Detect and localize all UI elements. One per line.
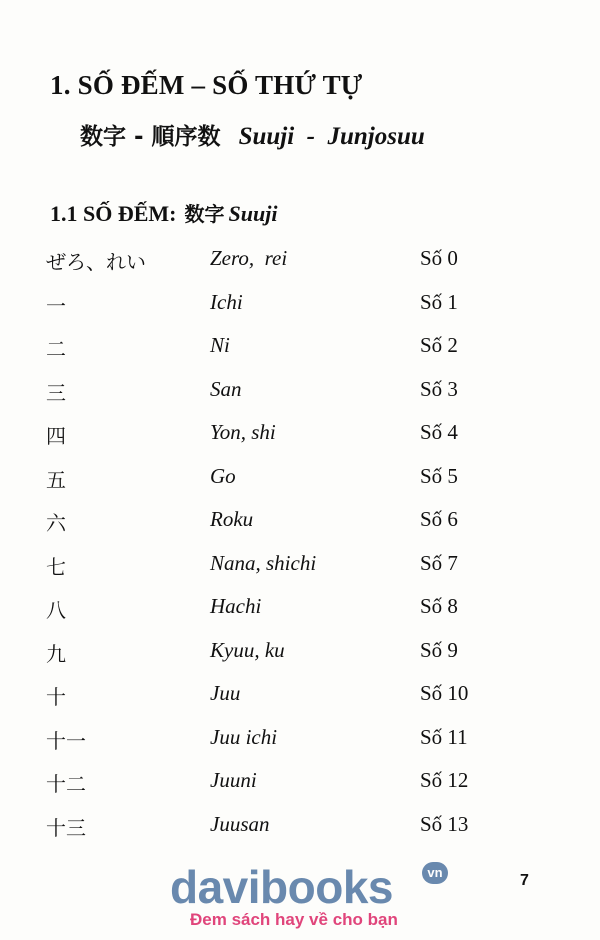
row-japanese: 二 bbox=[46, 337, 66, 361]
row-romaji: Zero, rei bbox=[210, 246, 288, 270]
row-japanese: ぜろ、れい bbox=[46, 250, 146, 274]
row-japanese: 十二 bbox=[46, 772, 86, 796]
row-romaji: Hachi bbox=[210, 594, 262, 618]
row-japanese: 十 bbox=[46, 685, 66, 709]
row-vietnamese: Số 9 bbox=[420, 637, 458, 662]
row-vietnamese: Số 3 bbox=[420, 376, 458, 401]
chapter-subtitle-japanese: 数字 - 順序数 bbox=[80, 124, 221, 150]
row-vietnamese: Số 5 bbox=[420, 463, 458, 488]
row-japanese: 七 bbox=[46, 554, 66, 579]
row-japanese: 一 bbox=[46, 293, 66, 318]
row-japanese: 八 bbox=[46, 598, 66, 622]
number-list bbox=[0, 240, 600, 849]
row-vietnamese: Số 13 bbox=[420, 811, 469, 836]
section-title bbox=[50, 198, 277, 227]
list-row bbox=[0, 632, 600, 676]
list-row bbox=[0, 719, 600, 763]
list-row bbox=[0, 762, 600, 806]
row-romaji: Juu ichi bbox=[210, 724, 278, 749]
page-number: 7 bbox=[520, 872, 529, 889]
row-romaji: Juu bbox=[210, 681, 241, 705]
row-vietnamese: Số 0 bbox=[420, 246, 458, 270]
row-romaji: Roku bbox=[210, 507, 254, 531]
list-row bbox=[0, 675, 600, 719]
section-title-japanese: 数字 bbox=[184, 202, 225, 226]
row-romaji: Ni bbox=[210, 333, 230, 357]
list-row bbox=[0, 545, 600, 589]
row-vietnamese: Số 1 bbox=[420, 289, 458, 314]
row-romaji: Go bbox=[210, 463, 236, 488]
row-japanese: 十一 bbox=[46, 728, 86, 753]
row-romaji: Juuni bbox=[210, 768, 257, 792]
list-row bbox=[0, 806, 600, 850]
row-vietnamese: Số 10 bbox=[420, 681, 469, 705]
list-row bbox=[0, 371, 600, 415]
row-romaji: Nana, shichi bbox=[210, 550, 317, 575]
row-romaji: Juusan bbox=[210, 811, 270, 836]
list-row bbox=[0, 327, 600, 371]
row-vietnamese: Số 12 bbox=[420, 768, 469, 792]
list-row bbox=[0, 414, 600, 458]
row-vietnamese: Số 8 bbox=[420, 594, 458, 618]
section-title-text: 1.1 SỐ ĐẾM: bbox=[50, 201, 177, 226]
row-japanese: 九 bbox=[46, 641, 66, 666]
row-vietnamese: Số 7 bbox=[420, 550, 458, 575]
row-romaji: Ichi bbox=[210, 289, 243, 314]
row-japanese: 四 bbox=[46, 424, 66, 448]
chapter-subtitle-romaji: Suuji - Junjosuu bbox=[238, 123, 425, 150]
row-romaji: Kyuu, ku bbox=[210, 637, 285, 662]
row-romaji: Yon, shi bbox=[210, 420, 276, 444]
row-vietnamese: Số 11 bbox=[420, 724, 468, 749]
row-japanese: 十三 bbox=[46, 815, 86, 840]
row-japanese: 三 bbox=[46, 380, 66, 405]
row-vietnamese: Số 2 bbox=[420, 333, 458, 357]
watermark-tagline: Đem sách hay về cho bạn bbox=[190, 910, 398, 929]
watermark-logo bbox=[170, 860, 470, 940]
row-japanese: 五 bbox=[46, 467, 66, 492]
watermark-brand: davibooks bbox=[170, 861, 394, 913]
list-row bbox=[0, 458, 600, 502]
list-row bbox=[0, 501, 600, 545]
watermark-vn-badge: vn bbox=[422, 862, 448, 884]
list-row bbox=[0, 284, 600, 328]
list-row bbox=[0, 588, 600, 632]
chapter-subtitle bbox=[80, 118, 425, 151]
section-title-romaji: Suuji bbox=[228, 201, 278, 226]
chapter-title: 1. SỐ ĐẾM – SỐ THỨ TỰ bbox=[50, 70, 363, 100]
row-vietnamese: Số 6 bbox=[420, 507, 458, 531]
row-romaji: San bbox=[210, 376, 242, 401]
list-row bbox=[0, 240, 600, 284]
row-japanese: 六 bbox=[46, 511, 66, 535]
row-vietnamese: Số 4 bbox=[420, 420, 458, 444]
